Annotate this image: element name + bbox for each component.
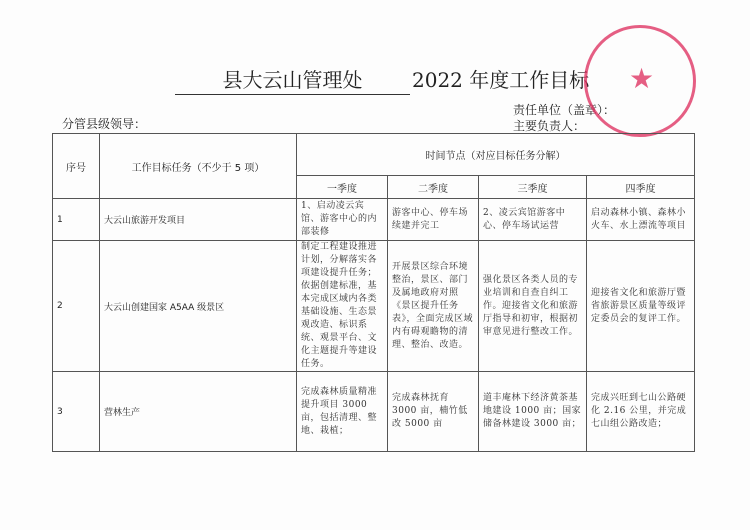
- row-task: 营林生产: [100, 372, 297, 452]
- responsible-person-label: 主要负责人：: [513, 119, 586, 133]
- seal-ring-text: [608, 1, 679, 72]
- header-q1: 一季度: [297, 176, 388, 199]
- row-index: 1: [53, 199, 100, 241]
- header-q4: 四季度: [587, 176, 695, 199]
- row-q2: 开展景区综合环境整治，景区、部门及属地政府对照《景区提升任务表》，全面完成区域内有碍观瞻物的清理、整治、改造。: [388, 241, 479, 372]
- goal-table: [52, 133, 695, 452]
- row-index: 3: [53, 372, 100, 452]
- seal-star-icon: ★: [629, 62, 655, 95]
- responsible-unit-label: 责任单位（盖章）：: [513, 103, 616, 117]
- row-q3: 强化景区各类人员的专业培训和自查自纠工作。迎接省文化和旅游厅指导和初审，根据初审意见进行整改工作。: [479, 241, 587, 372]
- header-task: 工作目标任务（不少于 5 项）: [100, 134, 297, 199]
- row-q1: 完成森林质量精准提升项目 3000 亩，包括清理、整地、栽植；: [297, 372, 388, 452]
- table-row: [53, 372, 695, 452]
- header-timeline: 时间节点（对应目标任务分解）: [297, 134, 695, 176]
- row-q4: 启动森林小镇、森林小火车、水上漂流等项目: [587, 199, 695, 241]
- row-q3: 道丰庵林下经济黄茶基地建设 1000 亩；国家储备林建设 3000 亩；: [479, 372, 587, 452]
- row-q4: 完成兴旺到七山公路硬化 2.16 公里，并完成七山组公路改造；: [587, 372, 695, 452]
- row-index: 2: [53, 241, 100, 372]
- header-index: 序号: [53, 134, 100, 199]
- row-task: 大云山旅游开发项目: [100, 199, 297, 241]
- row-q2: 游客中心、停车场续建并完工: [388, 199, 479, 241]
- row-q2: 完成森林抚育 3000 亩，楠竹低改 5000 亩: [388, 372, 479, 452]
- official-seal: [584, 25, 696, 137]
- row-task: 大云山创建国家 A5AA 级景区: [100, 241, 297, 372]
- table-row: [53, 199, 695, 241]
- row-q1: 1、启动凌云宾馆、游客中心的内部装修: [297, 199, 388, 241]
- row-q1: 制定工程建设推进计划，分解落实各项建设提升任务；依据创建标准，基本完成区域内各类基础设施、生态景观改造、标识系统、观景平台、文化主题提升等建设任务。: [297, 241, 388, 372]
- header-q2: 二季度: [388, 176, 479, 199]
- row-q3: 2、凌云宾馆游客中心、停车场试运营: [479, 199, 587, 241]
- row-q4: 迎接省文化和旅游厅暨省旅游景区质量等级评定委员会的复评工作。: [587, 241, 695, 372]
- county-leader-label: 分管县级领导：: [62, 117, 147, 131]
- unit-name-title: 县大云山管理处: [175, 64, 410, 95]
- year-goal-title: 2022 年度工作目标: [412, 68, 590, 92]
- table-row: [53, 241, 695, 372]
- header-q3: 三季度: [479, 176, 587, 199]
